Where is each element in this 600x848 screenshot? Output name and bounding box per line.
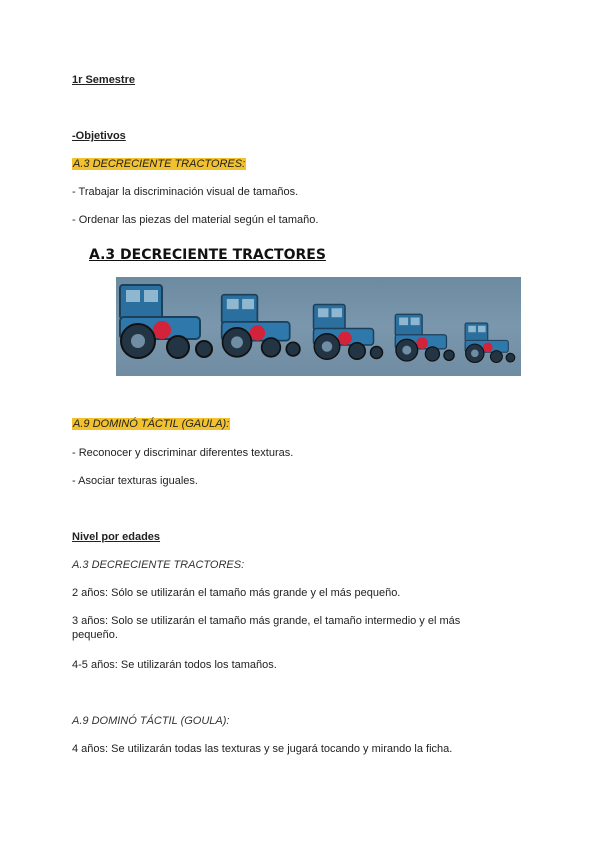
levels-heading: Nivel por edades (72, 531, 161, 543)
image-title: A.3 DECRECIENTE TRACTORES (89, 247, 326, 263)
tractors-illustration (116, 277, 521, 376)
tractores-heading-text: A.3 DECRECIENTE TRACTORES: (73, 158, 246, 170)
level-2-years: 2 años: Sólo se utilizarán el tamaño más grande y el más pequeño. (72, 587, 401, 599)
tractores-heading (72, 157, 246, 171)
domino-heading (72, 417, 230, 431)
tractores-objective-2: - Ordenar las piezas del material según el tamaño. (72, 214, 319, 226)
tractor-4 (395, 314, 454, 361)
levels-domino-heading: A.9 DOMINÓ TÁCTIL (GOULA): (72, 715, 230, 727)
tractor-3 (314, 305, 383, 360)
tractores-objective-1: - Trabajar la discriminación visual de tamaños. (72, 186, 299, 198)
tractor-1 (120, 285, 212, 358)
tractor-2 (222, 295, 300, 357)
level-3-years: 3 años: Solo se utilizarán el tamaño más grande, el tamaño intermedio y el más pequeño. (72, 615, 461, 641)
level-4-years-domino: 4 años: Se utilizarán todas las texturas y se jugará tocando y mirando la ficha. (72, 743, 453, 755)
tractors-photo (116, 277, 521, 376)
objectives-heading: -Objetivos (72, 130, 126, 142)
domino-objective-2: - Asociar texturas iguales. (72, 475, 198, 487)
domino-objective-1: - Reconocer y discriminar diferentes texturas. (72, 447, 294, 459)
tractor-5 (465, 323, 515, 362)
levels-tractores-heading: A.3 DECRECIENTE TRACTORES: (72, 559, 245, 571)
level-4-5-years: 4-5 años: Se utilizarán todos los tamaños. (72, 659, 277, 671)
semester-title: 1r Semestre (72, 74, 135, 86)
domino-heading-text: A.9 DOMINÓ TÁCTIL (GAULA): (73, 418, 230, 430)
